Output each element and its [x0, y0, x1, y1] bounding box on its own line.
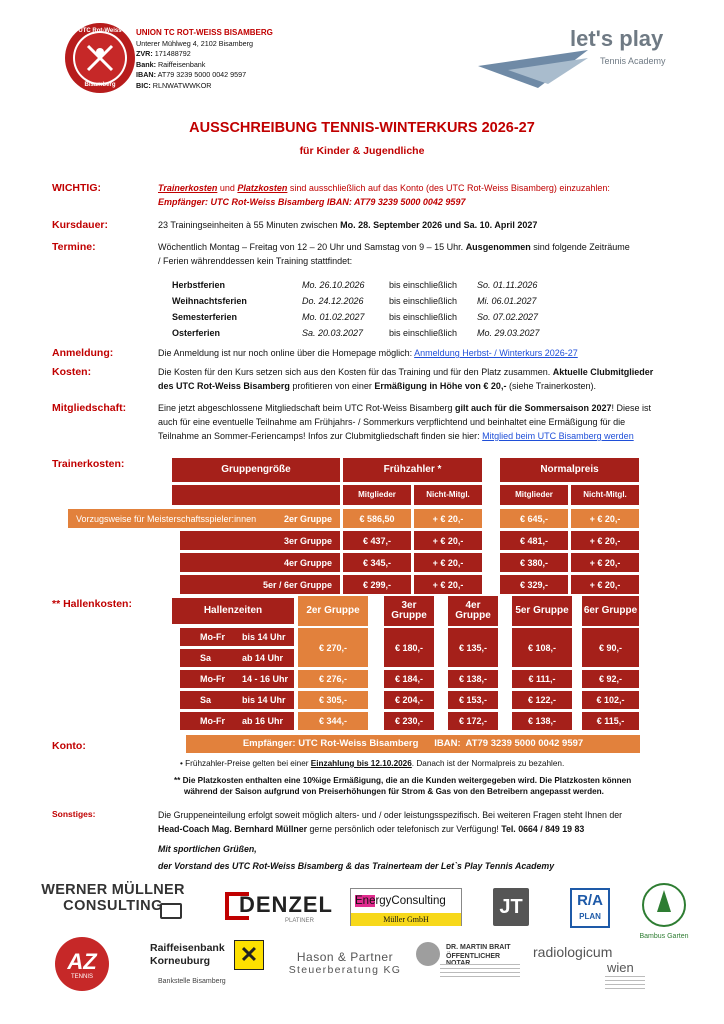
termine-text: Wöchentlich Montag – Freitag von 12 – 20 Uhr und Samstag von 9 – 15 Uhr. Ausgenommen sind folgende Zeiträume / Ferien währenddessen kein Training stattfindet:: [158, 242, 630, 266]
konto-bar: Empfänger: UTC Rot-Weiss Bisamberg IBAN: AT79 3239 5000 0042 9597: [186, 735, 640, 753]
hallen-cell: € 122,-: [512, 691, 572, 709]
iban-value: AT79 3239 5000 0042 9597: [157, 70, 247, 79]
sonstiges-label: Sonstiges:: [52, 809, 96, 819]
mitglied-text: Eine jetzt abgeschlossene Mitgliedschaft beim UTC Rot-Weiss Bisamberg gilt auch für die Sommersaison 2027! Diese ist auch für eine eventuelle Teilnahme am Frühjahrs- / Sommerkurs verpflichtend und beinhaltet eine Ermäßigung für die Teilnahme an Sommer-Feriencamps! Infos zur Clubmitgliedschaft finden sie hier: Mitglied beim UTC Bisamberg werden: [158, 403, 652, 441]
hallen-col-header: 3er Gruppe: [384, 596, 434, 626]
ferien-row: Osterferien Sa. 20.03.2027 bis einschließlich Mo. 29.03.2027: [172, 328, 540, 338]
hallen-row-label: Sa bis 14 Uhr: [180, 691, 294, 709]
academy-logo: [478, 28, 678, 96]
trainer-subheader: Mitglieder: [500, 485, 568, 505]
hallen-cell: € 230,-: [384, 712, 434, 730]
trainer-subheader-blank: [172, 485, 340, 505]
kursdauer-text: 23 Trainingseinheiten à 55 Minuten zwischen Mo. 28. September 2026 und Sa. 10. April 2027: [158, 220, 538, 230]
hallen-cell: € 108,-: [512, 628, 572, 667]
sponsor-denzel: DENZEL PLATINER: [225, 888, 335, 928]
trainer-cell: € 329,-: [500, 575, 568, 594]
sponsor-notar: DR. MARTIN BRAIT ÖFFENTLICHER: [410, 940, 520, 992]
academy-sub: Tennis Academy: [600, 56, 666, 66]
hallen-cell: € 115,-: [582, 712, 639, 730]
hallen-cell: € 184,-: [384, 670, 434, 688]
anmeldung-text: Die Anmeldung ist nur noch online über die Homepage möglich: Anmeldung Herbst- / Winterkurs 2026-27: [158, 348, 578, 358]
hallen-cell: € 153,-: [448, 691, 498, 709]
hallen-cell: € 276,-: [298, 670, 368, 688]
building-icon: [160, 903, 182, 919]
trainer-subheader: Mitglieder: [343, 485, 411, 505]
trainer-subheader: Nicht-Mitgl.: [414, 485, 482, 505]
hallen-cell: € 92,-: [582, 670, 639, 688]
trainer-label: Trainerkosten:: [52, 458, 125, 470]
ferien-row: Semesterferien Mo. 01.02.2027 bis einschließlich So. 07.02.2027: [172, 312, 539, 322]
hallen-cell: € 102,-: [582, 691, 639, 709]
hallen-cell: € 305,-: [298, 691, 368, 709]
trainer-cell: € 586,50: [343, 509, 411, 528]
trainer-cell: + € 20,-: [571, 575, 639, 594]
notar-seal-icon: [414, 940, 442, 968]
greeting-1: Mit sportlichen Grüßen,: [158, 844, 257, 854]
kursdauer-label: Kursdauer:: [52, 219, 109, 231]
trainer-cell: € 299,-: [343, 575, 411, 594]
trainer-cell: + € 20,-: [414, 509, 482, 528]
mitglied-label: Mitgliedschaft:: [52, 402, 127, 414]
trainer-row-label: 3er Gruppe: [180, 531, 340, 550]
sponsor-az-tennis: AZ TENNIS: [54, 936, 110, 992]
trainer-header-early: Frühzahler *: [343, 458, 482, 482]
trainer-cell: + € 20,-: [571, 531, 639, 550]
anmeldung-label: Anmeldung:: [52, 347, 114, 359]
club-logo-top: UTC Rot-Weiss: [78, 28, 122, 34]
sponsor-werner-muellner: WERNER MÜLLNER CONSULTING: [41, 882, 185, 914]
hallen-cell: € 138,-: [512, 712, 572, 730]
wichtig-text: Trainerkosten und Platzkosten sind ausschließlich auf das Konto (des UTC Rot-Weiss Bisamberg) einzuzahlen: Empfänger: UTC Rot-Weiss Bisamberg IBAN: AT79 3239 5000 0042 9597: [158, 183, 610, 207]
sonstiges-text: Die Gruppeneinteilung erfolgt soweit möglich alters- und / oder leistungsspezifisch. Bei weiteren Fragen steht Ihnen der Head-Coach Mag. Bernhard Müllner gerne persönlich oder telefonisch zur Verfügung! Tel. 0664 / 849 19 83: [158, 810, 623, 834]
club-name: UNION TC ROT-WEISS BISAMBERG: [136, 28, 273, 37]
hallen-header-zeiten: Hallenzeiten: [172, 598, 294, 624]
sponsor-jt: JT: [493, 888, 529, 926]
sponsor-hason-partner: Hason & Partner Steuerberatung KG: [288, 950, 402, 976]
trainer-header-group: Gruppengröße: [172, 458, 340, 482]
trainer-cell: € 380,-: [500, 553, 568, 572]
trainer-cell: + € 20,-: [571, 509, 639, 528]
greeting-2: der Vorstand des UTC Rot-Weiss Bisamberg & das Trainerteam der Let`s Play Tennis Academy: [158, 861, 555, 871]
ferien-table: [172, 277, 540, 341]
sponsor-energy-consulting: EnergyConsulting Müller GmbH: [350, 888, 462, 926]
hallen-col-header: 4er Gruppe: [448, 596, 498, 626]
konto-label: Konto:: [52, 740, 86, 752]
trainer-cell: + € 20,-: [414, 531, 482, 550]
hallen-cell: € 172,-: [448, 712, 498, 730]
hallen-label: ** Hallenkosten:: [52, 598, 132, 610]
ferien-row: Herbstferien Mo. 26.10.2026 bis einschließlich So. 01.11.2026: [172, 280, 538, 290]
raiffeisen-icon: ✕: [234, 940, 264, 970]
club-address: Unterer Mühlweg 4, 2102 Bisamberg: [136, 38, 254, 48]
hallen-col-header: 6er Gruppe: [582, 596, 639, 626]
hallen-cell: € 90,-: [582, 628, 639, 667]
hallen-cell: € 138,-: [448, 670, 498, 688]
trainer-cell: + € 20,-: [414, 553, 482, 572]
hallen-row-label: Mo-Fr bis 14 Uhr: [180, 628, 294, 646]
hallen-cell: € 180,-: [384, 628, 434, 667]
hallen-cell: € 270,-: [298, 628, 368, 667]
hallen-cell: € 135,-: [448, 628, 498, 667]
trainer-pref-note: Vorzugsweise für Meisterschaftsspieler:innen 2er Gruppe: [68, 509, 340, 528]
note-platz: ** Die Platzkosten enthalten eine 10%ige Ermäßigung, die an die Kunden weitergegeben wird. Die Platzkosten können während der Saison aufgrund von Preiserhöhungen für Strom & Gas von den Betreibern angepasst werden.: [174, 776, 632, 796]
hallen-cell: € 111,-: [512, 670, 572, 688]
note-early: • Frühzahler-Preise gelten bei einer Einzahlung bis 12.10.2026. Danach ist der Normalpreis zu bezahlen.: [180, 759, 565, 768]
anmeldung-link[interactable]: Anmeldung Herbst- / Winterkurs 2026-27: [414, 348, 578, 358]
trainer-cell: + € 20,-: [571, 553, 639, 572]
sponsor-radiologicum: radiologicum wien: [533, 944, 648, 994]
trainer-cell: € 437,-: [343, 531, 411, 550]
academy-title: let's play: [570, 26, 664, 51]
hallen-cell: € 204,-: [384, 691, 434, 709]
trainer-cell: € 645,-: [500, 509, 568, 528]
trainer-cell: € 345,-: [343, 553, 411, 572]
sponsor-raiffeisenbank: Raiffeisenbank Korneuburg ✕ Bankstelle Bisamberg: [150, 940, 272, 990]
club-logo-bottom: Bisamberg: [84, 82, 116, 88]
bambus-emblem: [641, 882, 687, 928]
ferien-row: Weihnachtsferien Do. 24.12.2026 bis einschließlich Mi. 06.01.2027: [172, 296, 537, 306]
hallen-row-label: Sa ab 14 Uhr: [180, 649, 294, 667]
trainer-cell: + € 20,-: [414, 575, 482, 594]
hallen-row-label: Mo-Fr 14 - 16 Uhr: [180, 670, 294, 688]
trainer-row-label: 4er Gruppe: [180, 553, 340, 572]
zvr-value: 171488792: [154, 49, 191, 58]
hallen-col-header: 2er Gruppe: [298, 596, 368, 626]
wichtig-label: WICHTIG:: [52, 182, 101, 194]
club-logo: [64, 22, 136, 94]
termine-label: Termine:: [52, 241, 96, 253]
trainer-header-normal: Normalpreis: [500, 458, 639, 482]
hallen-row-label: Mo-Fr ab 16 Uhr: [180, 712, 294, 730]
kosten-label: Kosten:: [52, 366, 92, 378]
hallen-col-header: 5er Gruppe: [512, 596, 572, 626]
sponsor-ra-plan: R/A PLAN: [570, 888, 610, 928]
page-title: AUSSCHREIBUNG TENNIS-WINTERKURS 2026-27: [189, 120, 535, 136]
kosten-text: Die Kosten für den Kurs setzen sich aus den Kosten für das Training und für den Platz zusammen. Aktuelle Clubmitglieder des UTC Rot-Weiss Bisamberg profitieren von einer Ermäßigung in Höhe von € 20,- (siehe Trainerkosten).: [158, 367, 654, 391]
sponsor-bambus-garten: Bambus Garten: [636, 882, 692, 942]
mitglied-link[interactable]: Mitglied beim UTC Bisamberg werden: [482, 431, 634, 441]
bic-value: RLNWATWWKOR: [152, 80, 212, 90]
trainer-subheader: Nicht-Mitgl.: [571, 485, 639, 505]
bank-value: Raiffeisenbank: [157, 59, 206, 69]
trainer-row-label: 5er / 6er Gruppe: [180, 575, 340, 594]
trainer-cell: € 481,-: [500, 531, 568, 550]
page-subtitle: für Kinder & Jugendliche: [299, 145, 425, 157]
hallen-cell: € 344,-: [298, 712, 368, 730]
club-info: UNION TC ROT-WEISS BISAMBERG Unterer Mühlweg 4, 2102 Bisamberg ZVR: 171488792 Bank: Raiffeisenbank IBAN: AT79 3239 5000 0042 9597 BIC: RLNWATWWKOR: [136, 28, 273, 90]
